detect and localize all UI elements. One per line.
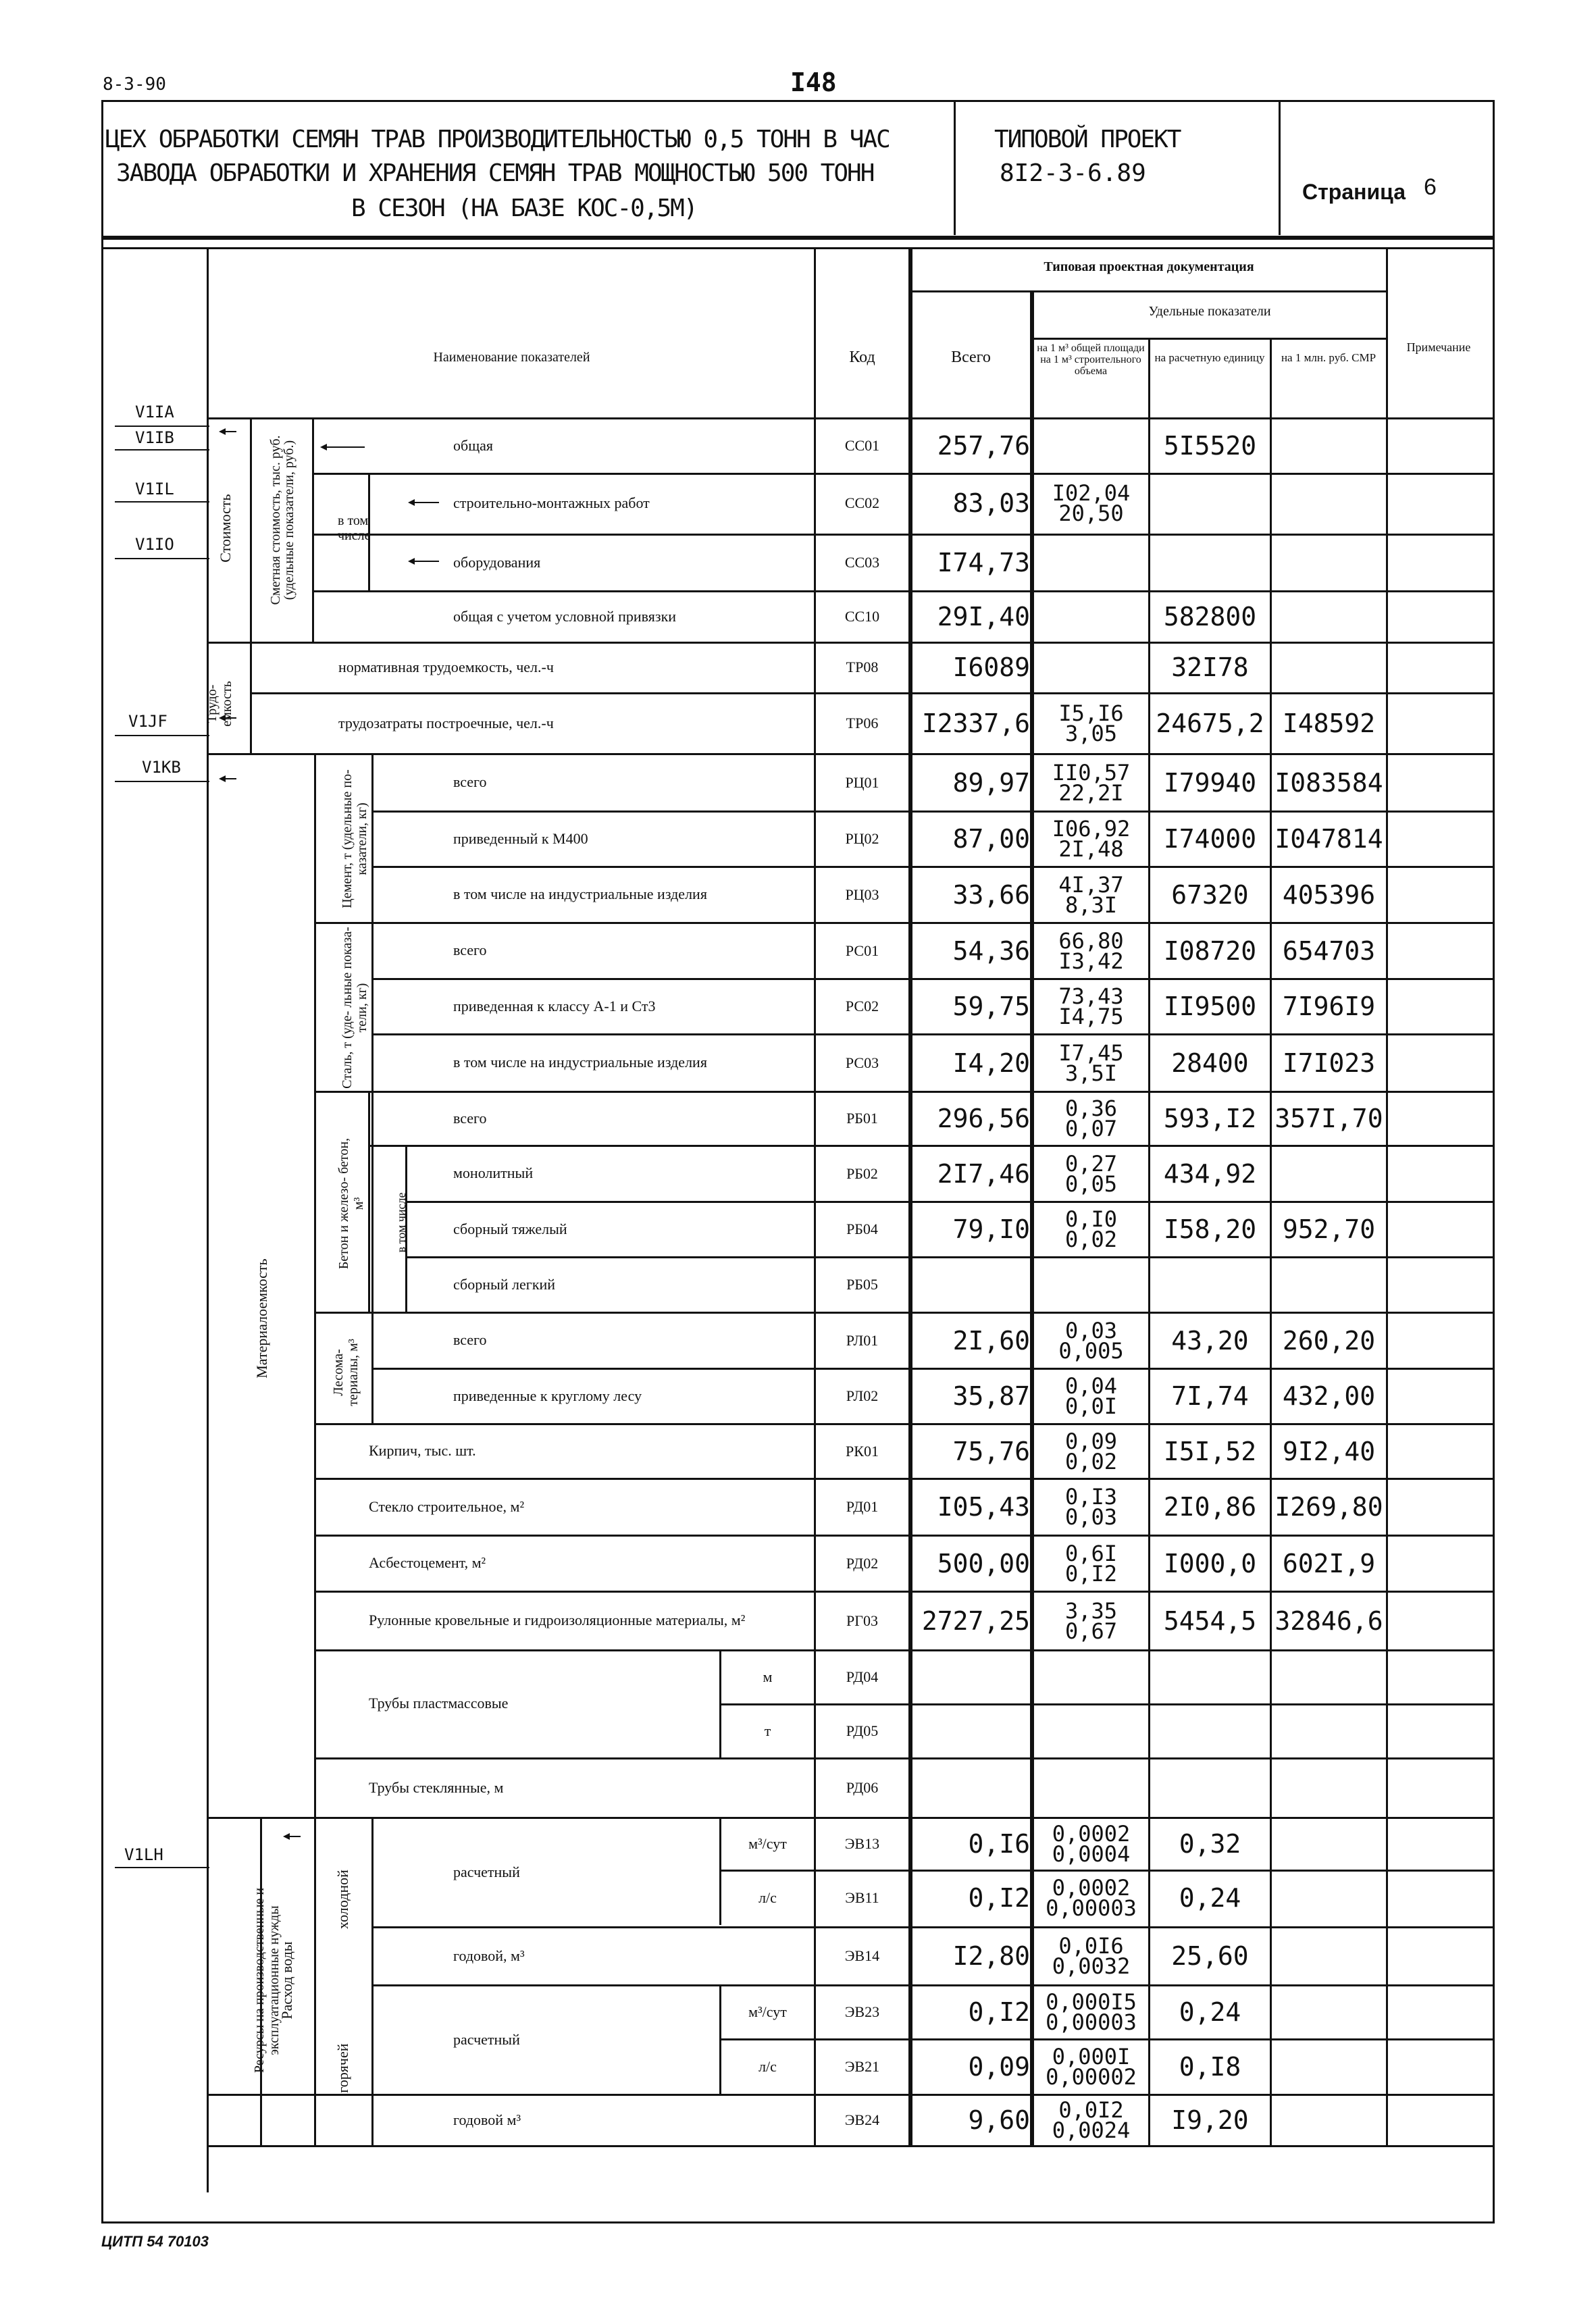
row-code: РГ03 <box>846 1612 878 1629</box>
row-name: в том числе на индустриальные изделия <box>453 885 707 903</box>
arrow-marker <box>223 431 236 432</box>
row-code: РД02 <box>846 1554 879 1572</box>
arrow-marker <box>223 717 236 719</box>
arrow-marker <box>287 1836 301 1837</box>
row-total: 0,I2 <box>968 1883 1030 1913</box>
row-total: I6089 <box>952 652 1030 682</box>
group-water: Расход воды <box>278 1941 295 2020</box>
row-per-m2 <box>1034 1536 1148 1591</box>
row-total: I05,43 <box>937 1492 1030 1522</box>
row-per-unit: I79940 <box>1163 767 1257 798</box>
row-per-mln: 7I96I9 <box>1282 992 1376 1021</box>
row-per-m2 <box>1034 979 1148 1033</box>
row-name: Асбестоцемент, м² <box>369 1554 486 1572</box>
row-per-m2-area: I5,I6 <box>1058 700 1124 726</box>
row-name: трудозатраты построечные, чел.-ч <box>338 714 554 731</box>
row-code: СС02 <box>844 494 880 511</box>
row-per-m2 <box>1034 812 1148 866</box>
row-code: РБ02 <box>846 1164 878 1182</box>
row-unit-t: т <box>764 1722 771 1739</box>
group-concrete: Бетон и железо- бетон, м³ <box>336 1137 366 1270</box>
row-unit-m: м <box>763 1668 773 1685</box>
group-material: Материалоемкость <box>253 1258 270 1379</box>
row-per-m2 <box>1034 923 1148 978</box>
row-name: всего <box>453 1331 487 1349</box>
row-per-m3-volume: 3,05 <box>1064 721 1118 746</box>
group-incl-cost: в том числе <box>338 513 371 543</box>
group-hot: горячей <box>334 2043 351 2093</box>
row-total: 500,00 <box>937 1548 1030 1578</box>
row-per-unit <box>1150 1258 1270 1312</box>
row-total: 0,09 <box>968 2052 1030 2082</box>
row-per-mln: I047814 <box>1275 824 1383 854</box>
row-per-m2-area: 0,000I5 <box>1046 1989 1137 2015</box>
row-per-unit: II9500 <box>1163 992 1257 1021</box>
row-total: I2337,6 <box>921 709 1030 738</box>
row-per-m2-area: 0,I3 <box>1064 1484 1118 1510</box>
row-per-m2-area: 0,6I <box>1064 1540 1118 1566</box>
row-code: РЛ01 <box>846 1331 879 1349</box>
row-code: РД04 <box>846 1668 879 1685</box>
row-per-mln: 405396 <box>1282 879 1376 910</box>
row-per-unit: 24675,2 <box>1156 709 1264 738</box>
row-per-m2 <box>1034 1986 1148 2038</box>
row-unit: л/с <box>758 1889 777 1906</box>
row-per-unit: 28400 <box>1171 1048 1249 1078</box>
row-code: РЦ03 <box>845 885 879 903</box>
row-per-m2 <box>1034 1928 1148 1984</box>
row-per-mln: 654703 <box>1282 935 1376 966</box>
title-line-3: В СЕЗОН (НА БАЗЕ КОС-0,5М) <box>351 195 697 222</box>
row-per-unit: 0,32 <box>1179 1829 1241 1859</box>
row-total: 2I,60 <box>952 1325 1030 1356</box>
row-per-m2-area: 73,43 <box>1058 983 1124 1009</box>
row-name: строительно-монтажных работ <box>453 494 650 511</box>
page-value: 6 <box>1424 174 1437 200</box>
row-per-m2 <box>1034 1035 1148 1091</box>
row-per-m3-volume: 0,005 <box>1058 1337 1124 1364</box>
row-per-m3-volume: 0,00003 <box>1046 2009 1137 2035</box>
margin-label-v1lh: V1LH <box>124 1845 163 1864</box>
row-per-m3-volume: 3,5I <box>1064 1060 1118 1086</box>
row-per-mln <box>1272 1146 1386 1201</box>
row-per-m3-volume: I4,75 <box>1058 1004 1124 1029</box>
header-per-unit: на расчетную единицу <box>1154 351 1265 364</box>
header-name: Наименование показателей <box>433 350 590 365</box>
row-per-m2-area: I02,04 <box>1052 480 1131 506</box>
row-per-mln: I083584 <box>1275 767 1383 798</box>
row-code: ЭВ13 <box>844 1835 880 1852</box>
row-code: РК01 <box>846 1442 879 1460</box>
row-per-m2-area: 0,I0 <box>1064 1206 1118 1232</box>
row-total: 257,76 <box>937 431 1030 461</box>
row-total: 35,87 <box>952 1381 1030 1411</box>
row-per-mln: 9I2,40 <box>1282 1436 1376 1466</box>
row-per-m2-area: 0,04 <box>1064 1373 1118 1399</box>
row-name: общая с учетом условной привязки <box>453 607 677 625</box>
group-estimated-cost: Сметная стоимость, тыс. руб. (удельные показатели, руб.) <box>268 435 297 605</box>
row-per-m3-volume: 0,67 <box>1064 1618 1118 1644</box>
header-doc-group: Типовая проектная документация <box>1044 259 1254 274</box>
arrow-marker <box>223 778 236 779</box>
row-total: I2,80 <box>952 1941 1030 1971</box>
row-name: Трубы пластмассовые <box>369 1694 509 1712</box>
row-name: расчетный <box>453 2030 520 2048</box>
row-code: РС01 <box>845 942 879 959</box>
row-per-unit: 67320 <box>1171 879 1249 910</box>
row-name: сборный тяжелый <box>453 1220 567 1237</box>
row-per-unit: 0,I8 <box>1179 2052 1241 2082</box>
header-per-m2: на 1 м³ общей площади на 1 м³ строительного объема <box>1037 342 1145 377</box>
row-per-mln: 32846,6 <box>1275 1605 1383 1636</box>
row-per-mln: 952,70 <box>1282 1214 1376 1244</box>
row-per-m2-area: 0,0002 <box>1052 1875 1131 1901</box>
row-code: РЛ02 <box>846 1387 879 1404</box>
row-code: РБ05 <box>846 1276 878 1293</box>
row-code: РД01 <box>846 1498 879 1515</box>
page-label: Страница <box>1302 180 1406 204</box>
row-per-unit: 2I0,86 <box>1163 1492 1257 1522</box>
row-code: СС03 <box>844 554 880 571</box>
row-per-m3-volume: 8,3I <box>1064 892 1118 918</box>
row-per-m3-volume: 0,00002 <box>1046 2064 1137 2090</box>
row-total: I74,73 <box>937 548 1030 577</box>
row-per-m2 <box>1034 1313 1148 1368</box>
arrow-marker <box>412 502 439 503</box>
row-per-unit: I08720 <box>1163 935 1257 966</box>
row-total: 54,36 <box>952 935 1030 966</box>
row-per-m2-area: 0,09 <box>1064 1428 1118 1454</box>
group-cement: Цемент, т (удельные по- казатели, кг) <box>340 769 369 908</box>
title-line-2: ЗАВОДА ОБРАБОТКИ И ХРАНЕНИЯ СЕМЯН ТРАВ МОЩНОСТЬЮ 500 ТОНН <box>116 159 874 187</box>
row-per-m3-volume: 20,50 <box>1058 500 1124 526</box>
row-total: 296,56 <box>937 1104 1030 1133</box>
row-name: в том числе на индустриальные изделия <box>453 1054 707 1071</box>
row-per-mln <box>1272 1258 1386 1312</box>
row-name: Трубы стеклянные, м <box>369 1778 504 1796</box>
row-per-m2 <box>1034 2095 1148 2145</box>
row-total: 2727,25 <box>921 1605 1030 1636</box>
row-per-unit: I58,20 <box>1163 1214 1257 1244</box>
row-per-mln: 432,00 <box>1282 1381 1376 1411</box>
row-per-m2-area: 66,80 <box>1058 927 1124 954</box>
row-per-m2 <box>1034 1369 1148 1423</box>
row-per-unit: 5I5520 <box>1163 431 1257 461</box>
row-per-m2 <box>1034 1479 1148 1535</box>
row-per-m2-area: 3,35 <box>1064 1597 1118 1624</box>
row-per-m2 <box>1034 694 1148 753</box>
row-per-m3-volume: 0,0032 <box>1052 1953 1131 1979</box>
row-per-unit: I9,20 <box>1171 2105 1249 2135</box>
row-per-m2-area: 0,0002 <box>1052 1821 1131 1847</box>
row-per-mln: I7I023 <box>1282 1048 1376 1078</box>
row-per-m3-volume: 0,I2 <box>1064 1560 1118 1587</box>
row-per-m2 <box>1034 1871 1148 1925</box>
row-per-unit: 7I,74 <box>1171 1381 1249 1411</box>
row-per-mln: 260,20 <box>1282 1325 1376 1356</box>
project-code: 8I2-3-6.89 <box>1000 159 1146 187</box>
row-per-unit: 32I78 <box>1171 652 1249 682</box>
row-name: нормативная трудоемкость, чел.-ч <box>338 658 554 675</box>
row-total: 87,00 <box>952 824 1030 854</box>
row-per-m3-volume: 0,0004 <box>1052 1841 1131 1867</box>
row-per-mln: I269,80 <box>1275 1492 1383 1522</box>
margin-label-v1l: V1IL <box>135 480 174 498</box>
row-total: I4,20 <box>952 1048 1030 1078</box>
row-unit: л/с <box>758 2058 777 2075</box>
row-code: ЭВ21 <box>844 2058 880 2075</box>
header-per-mln: на 1 млн. руб. СМР <box>1281 351 1376 364</box>
row-total: 79,I0 <box>952 1214 1030 1244</box>
row-per-unit: 593,I2 <box>1163 1104 1257 1133</box>
row-per-m2-area: 0,0I2 <box>1058 2097 1124 2123</box>
row-code: ТР08 <box>846 659 879 675</box>
row-total: 83,03 <box>952 488 1030 518</box>
row-code: РС02 <box>845 998 879 1014</box>
row-per-m2 <box>1034 1146 1148 1201</box>
row-per-m3-volume: 0,03 <box>1064 1504 1118 1530</box>
row-per-unit: 25,60 <box>1171 1941 1249 1971</box>
row-unit: м³/сут <box>748 2003 787 2020</box>
margin-label-v1b: V1IB <box>135 428 174 447</box>
row-per-m3-volume: 0,00003 <box>1046 1895 1137 1921</box>
document-date: 8-3-90 <box>103 74 166 95</box>
group-timber: Лесома- териалы, м³ <box>331 1339 361 1406</box>
row-name: Стекло строительное, м² <box>369 1497 525 1515</box>
row-per-m2-area: II0,57 <box>1052 759 1131 786</box>
row-total: 0,I2 <box>968 1997 1030 2027</box>
row-code: ЭВ24 <box>844 2111 880 2128</box>
header-code: Код <box>849 349 875 366</box>
group-steel: Сталь, т (уде- льные показа- тели, кг) <box>340 927 369 1089</box>
row-per-m2 <box>1034 1092 1148 1145</box>
project-type: ТИПОВОЙ ПРОЕКТ <box>994 126 1181 153</box>
row-per-m3-volume: 0,02 <box>1064 1448 1118 1474</box>
row-per-unit: 434,92 <box>1163 1158 1257 1189</box>
row-per-m2 <box>1034 1592 1148 1649</box>
group-concrete-incl: в том числе <box>394 1192 409 1253</box>
row-per-unit: 43,20 <box>1171 1325 1249 1356</box>
row-per-m2-area: 0,000I <box>1052 2044 1131 2069</box>
row-code: ЭВ14 <box>844 1947 880 1964</box>
row-code: РЦ02 <box>845 830 879 847</box>
row-per-m2 <box>1034 1818 1148 1870</box>
footer-stamp: ЦИТП 54 70103 <box>101 2233 209 2250</box>
row-name: приведенные к круглому лесу <box>453 1387 642 1404</box>
row-per-m3-volume: 0,05 <box>1064 1171 1118 1197</box>
row-code: ЭВ11 <box>845 1889 879 1906</box>
row-total <box>912 1258 1034 1312</box>
row-per-m2-area: 0,03 <box>1064 1317 1118 1343</box>
row-per-m3-volume: 0,02 <box>1064 1227 1118 1252</box>
row-per-mln: I48592 <box>1282 709 1376 738</box>
header-specific-group: Удельные показатели <box>1148 304 1271 319</box>
row-per-m3-volume: 0,0I <box>1064 1393 1118 1419</box>
row-total: 59,75 <box>952 992 1030 1021</box>
row-name: всего <box>453 1109 487 1127</box>
margin-label-v1a: V1IA <box>135 403 174 421</box>
row-code: ЭВ23 <box>844 2003 880 2020</box>
group-resources: Ресурсы на производственные и эксплуатационные нужды <box>252 1887 282 2074</box>
arrow-marker <box>324 446 365 448</box>
group-labor: Трудо- емкость <box>205 681 234 727</box>
row-per-m2 <box>1034 1424 1148 1478</box>
row-code: ТР06 <box>846 715 879 731</box>
row-name: общая <box>453 436 494 454</box>
row-per-m3-volume: 2I,48 <box>1058 836 1124 862</box>
margin-label-v1jf: V1JF <box>128 712 168 731</box>
row-code: РЦ01 <box>845 773 879 791</box>
row-code: РС03 <box>845 1054 879 1071</box>
title-line-1: ЦЕХ ОБРАБОТКИ СЕМЯН ТРАВ ПРОИЗВОДИТЕЛЬНОСТЬЮ 0,5 ТОНН В ЧАС <box>105 126 890 153</box>
row-name: сборный легкий <box>453 1275 556 1293</box>
row-per-mln: 602I,9 <box>1282 1548 1376 1578</box>
row-code: РД05 <box>846 1722 879 1739</box>
header-note: Примечание <box>1406 340 1471 354</box>
row-per-unit: I5I,52 <box>1163 1436 1257 1466</box>
margin-label-v1o: V1IO <box>135 535 174 554</box>
row-name: приведенный к М400 <box>453 829 588 847</box>
row-per-m2-area: 0,27 <box>1064 1150 1118 1177</box>
row-unit: м³/сут <box>748 1835 787 1852</box>
row-per-unit: I74000 <box>1163 824 1257 854</box>
row-per-m2-area: 4I,37 <box>1058 871 1124 898</box>
row-name: годовой м³ <box>453 2111 521 2128</box>
row-code: СС10 <box>844 608 880 625</box>
group-cost: Стоимость <box>216 494 234 563</box>
row-per-unit: 5454,5 <box>1163 1605 1257 1636</box>
row-per-m3-volume: I3,42 <box>1058 948 1124 974</box>
margin-label-v1kb: V1KB <box>142 758 181 777</box>
row-name: всего <box>453 773 487 791</box>
row-name: Кирпич, тыс. шт. <box>369 1442 476 1460</box>
row-per-m2-area: I7,45 <box>1058 1039 1124 1066</box>
row-code: РБ01 <box>846 1110 878 1127</box>
row-per-m2-area: I06,92 <box>1052 816 1131 842</box>
row-per-m2 <box>1034 474 1148 532</box>
row-total: 0,I6 <box>968 1829 1030 1859</box>
row-name: приведенная к классу А-1 и Ст3 <box>453 997 656 1014</box>
row-name: оборудования <box>453 553 541 571</box>
row-per-m2 <box>1034 1202 1148 1256</box>
row-per-m3-volume: 0,0024 <box>1052 2117 1131 2143</box>
row-name: Рулонные кровельные и гидроизоляционные материалы, м² <box>369 1612 746 1629</box>
row-per-m2-area: 0,36 <box>1064 1096 1118 1121</box>
row-per-unit: I000,0 <box>1163 1548 1257 1578</box>
row-per-unit: 0,24 <box>1179 1997 1241 2027</box>
row-code: РД06 <box>846 1779 879 1796</box>
row-name: всего <box>453 942 487 959</box>
row-total: 89,97 <box>952 767 1030 798</box>
row-code: РБ04 <box>846 1220 878 1237</box>
row-total: 33,66 <box>952 879 1030 910</box>
arrow-marker <box>412 561 439 562</box>
row-total: 2I7,46 <box>937 1158 1030 1189</box>
row-code: СС01 <box>844 437 880 454</box>
row-name: расчетный <box>453 1863 520 1880</box>
row-per-mln: 357I,70 <box>1275 1104 1383 1133</box>
row-per-m3-volume: 22,2I <box>1058 779 1124 806</box>
page-number: I48 <box>790 68 837 97</box>
row-total: 29I,40 <box>937 602 1030 632</box>
row-per-unit: 0,24 <box>1179 1883 1241 1913</box>
row-per-m2 <box>1034 2040 1148 2094</box>
row-name: монолитный <box>453 1164 534 1182</box>
row-total: 9,60 <box>968 2105 1030 2135</box>
group-cold: холодной <box>334 1870 351 1930</box>
row-per-m2 <box>1034 754 1148 811</box>
row-per-m2 <box>1034 867 1148 922</box>
row-name: годовой, м³ <box>453 1947 525 1964</box>
row-per-m2-area: 0,0I6 <box>1058 1933 1124 1959</box>
row-per-m3-volume: 0,07 <box>1064 1116 1118 1141</box>
row-per-unit: 582800 <box>1163 602 1257 632</box>
header-total: Всего <box>951 349 991 366</box>
row-total: 75,76 <box>952 1436 1030 1466</box>
